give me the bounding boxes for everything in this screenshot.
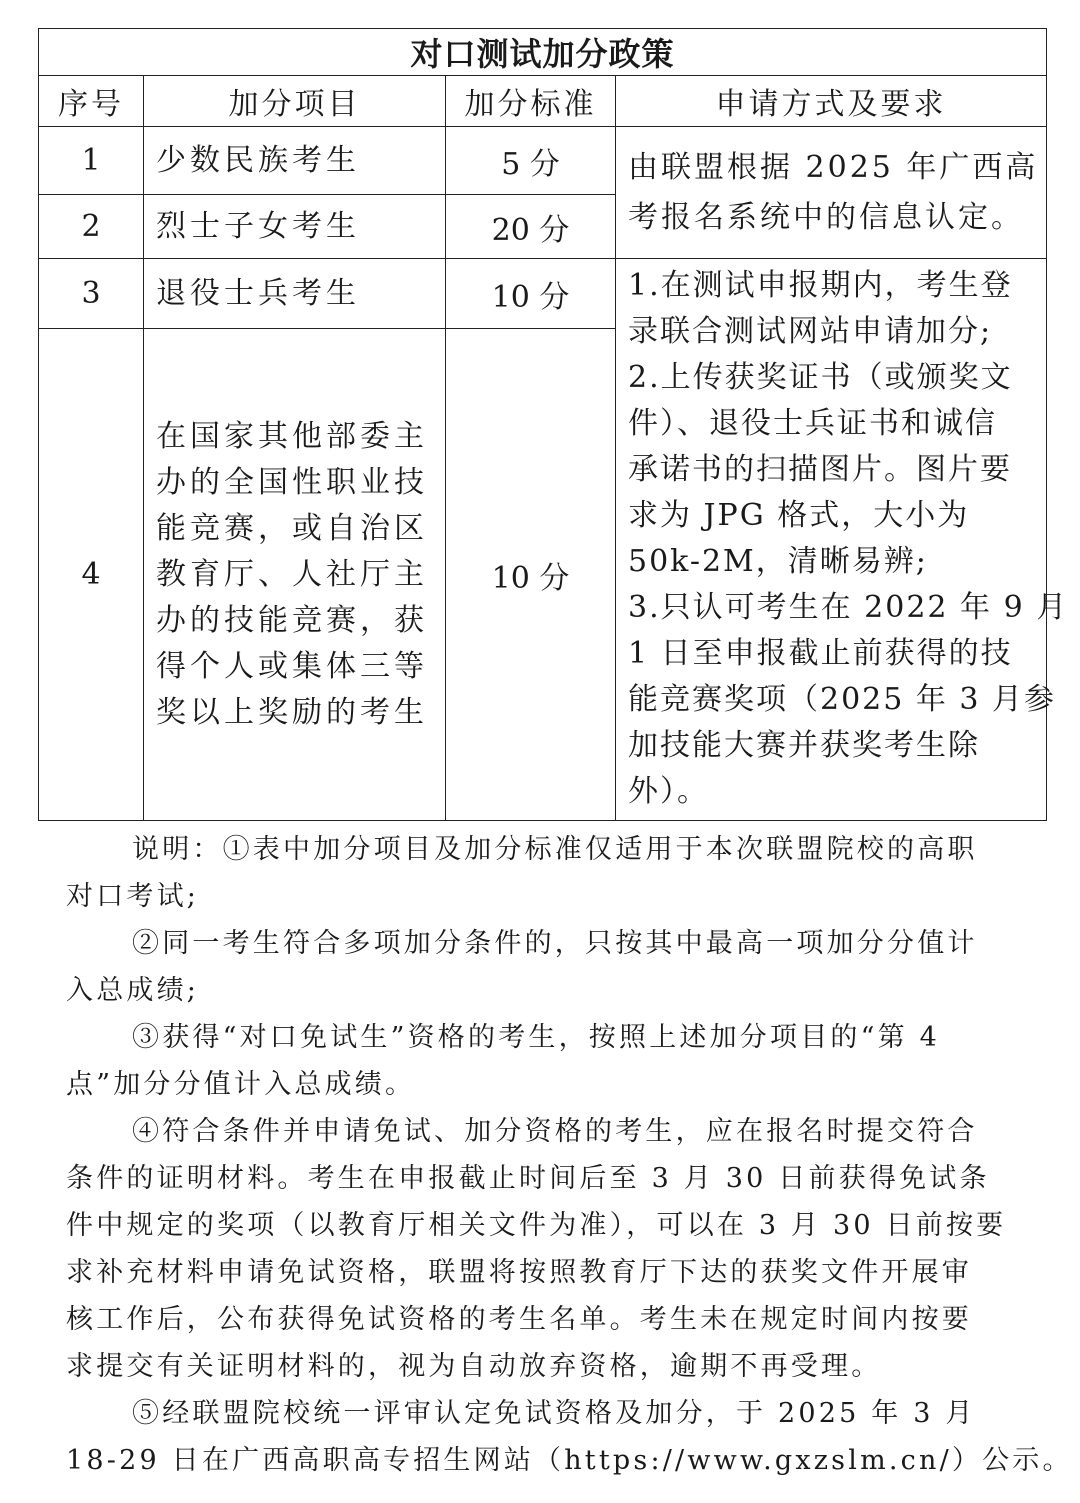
item-line: 能竞赛，或自治区 — [156, 510, 428, 546]
item-line: 办的全国性职业技 — [156, 464, 428, 500]
item-line: 奖以上奖励的考生 — [156, 694, 428, 730]
method-line: 3.只认可考生在 2022 年 9 月 — [628, 590, 1069, 625]
note-line: 条件的证明材料。考生在申报截止时间后至 3 月 30 日前获得免试条 — [66, 1163, 990, 1194]
method-line: 由联盟根据 2025 年广西高 — [628, 149, 1039, 185]
table-row — [39, 259, 1047, 329]
row-score: 10 分 — [446, 329, 616, 821]
row-score: 5 分 — [446, 127, 616, 195]
notes-section — [66, 826, 1073, 1484]
note-line: 求提交有关证明材料的，视为自动放弃资格，逾期不再受理。 — [66, 1351, 882, 1382]
method-line: 1 日至申报截止前获得的技 — [628, 636, 1013, 671]
row-score: 20 分 — [446, 195, 616, 259]
method-group-2 — [616, 259, 1069, 821]
method-line: 能竞赛奖项（2025 年 3 月参 — [628, 682, 1057, 717]
bonus-policy-table — [38, 28, 1069, 821]
note-line: 件中规定的奖项（以教育厅相关文件为准），可以在 3 月 30 日前按要 — [66, 1210, 1007, 1241]
note-line: 说明：①表中加分项目及加分标准仅适用于本次联盟院校的高职 — [132, 834, 978, 865]
note-line: ⑤经联盟院校统一评审认定免试资格及加分，于 2025 年 3 月 — [132, 1398, 976, 1429]
method-line: 外）。 — [628, 774, 709, 809]
item-line: 在国家其他部委主 — [156, 418, 428, 454]
header-no: 序号 — [39, 76, 144, 127]
note-line: 入总成绩; — [66, 975, 200, 1006]
row-no: 1 — [39, 127, 144, 195]
row-item-multiline — [144, 329, 446, 821]
method-line: 加技能大赛并获奖考生除 — [628, 728, 980, 763]
row-item: 退役士兵考生 — [144, 259, 446, 329]
note-line: 核工作后，公布获得免试资格的考生名单。考生未在规定时间内按要 — [66, 1304, 972, 1335]
item-line: 得个人或集体三等 — [156, 648, 428, 684]
method-line: 考报名系统中的信息认定。 — [628, 199, 1024, 235]
row-no: 4 — [39, 329, 144, 821]
row-score: 10 分 — [446, 259, 616, 329]
row-item: 少数民族考生 — [144, 127, 446, 195]
method-line: 50k-2M，清晰易辨; — [628, 544, 928, 579]
method-line: 1.在测试申报期内，考生登 — [628, 268, 1013, 303]
note-line: ②同一考生符合多项加分条件的，只按其中最高一项加分分值计 — [132, 928, 978, 959]
method-line: 承诺书的扫描图片。图片要 — [628, 452, 1012, 487]
header-item: 加分项目 — [144, 76, 446, 127]
note-line: 点”加分分值计入总成绩。 — [66, 1069, 416, 1100]
note-line: ④符合条件并申请免试、加分资格的考生，应在报名时提交符合 — [132, 1116, 978, 1147]
method-line: 求为 JPG 格式，大小为 — [628, 498, 970, 533]
note-line: 18-29 日在广西高职高专招生网站（https://www.gxzslm.cn/）公示。 — [66, 1445, 1073, 1476]
row-no: 3 — [39, 259, 144, 329]
method-line: 2.上传获奖证书（或颁奖文 — [628, 360, 1013, 395]
header-method: 申请方式及要求 — [616, 76, 1047, 127]
table-row — [39, 127, 1047, 195]
note-line: 对口考试; — [66, 881, 200, 912]
row-item: 烈士子女考生 — [144, 195, 446, 259]
method-line: 录联合测试网站申请加分; — [628, 314, 993, 349]
note-line: 求补充材料申请免试资格，联盟将按照教育厅下达的获奖文件开展审 — [66, 1257, 972, 1288]
table-title: 对口测试加分政策 — [39, 29, 1047, 76]
header-score: 加分标准 — [446, 76, 616, 127]
item-line: 办的技能竞赛，获 — [156, 602, 428, 638]
method-group-1 — [616, 127, 1047, 259]
note-line: ③获得“对口免试生”资格的考生，按照上述加分项目的“第 4 — [132, 1022, 940, 1053]
item-line: 教育厅、人社厅主 — [156, 556, 428, 592]
method-line: 件）、退役士兵证书和诚信 — [628, 406, 997, 441]
row-no: 2 — [39, 195, 144, 259]
